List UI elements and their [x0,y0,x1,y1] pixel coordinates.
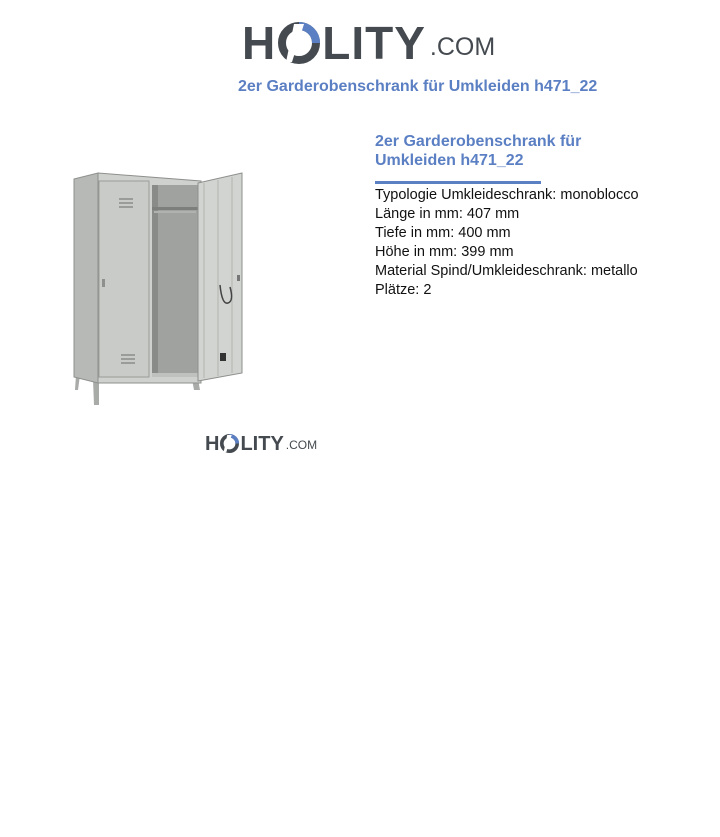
heading-divider [375,181,541,184]
spec-item: Länge in mm: 407 mm [375,206,520,222]
logo-letter-h: H [242,17,277,69]
logo-letters-lity: LITY [322,17,426,69]
brand-logo-small [205,429,317,455]
logo-o-icon [278,22,320,64]
spec-item: Typologie Umkleideschrank: monoblocco [375,187,639,203]
logo-small-letter-h: H [205,433,220,455]
logo-suffix: .COM [429,33,496,61]
spec-item: Material Spind/Umkleideschrank: metallo [375,263,638,279]
page-title: 2er Garderobenschrank für Umkleiden h471_22 [238,78,598,95]
locker-cabinet-image [66,165,251,410]
product-heading-line2: Umkleiden h471_22 [375,152,524,169]
logo-small-o-icon [220,434,239,453]
brand-logo[interactable] [242,12,495,68]
spec-list [375,186,639,300]
spec-item: Plätze: 2 [375,282,432,298]
product-heading [375,132,635,170]
spec-item: Tiefe in mm: 400 mm [375,225,511,241]
logo-small-letters-lity: LITY [240,433,284,455]
spec-item: Höhe in mm: 399 mm [375,244,514,260]
logo-small-suffix: .COM [285,438,318,452]
product-heading-line1: 2er Garderobenschrank für [375,133,582,150]
